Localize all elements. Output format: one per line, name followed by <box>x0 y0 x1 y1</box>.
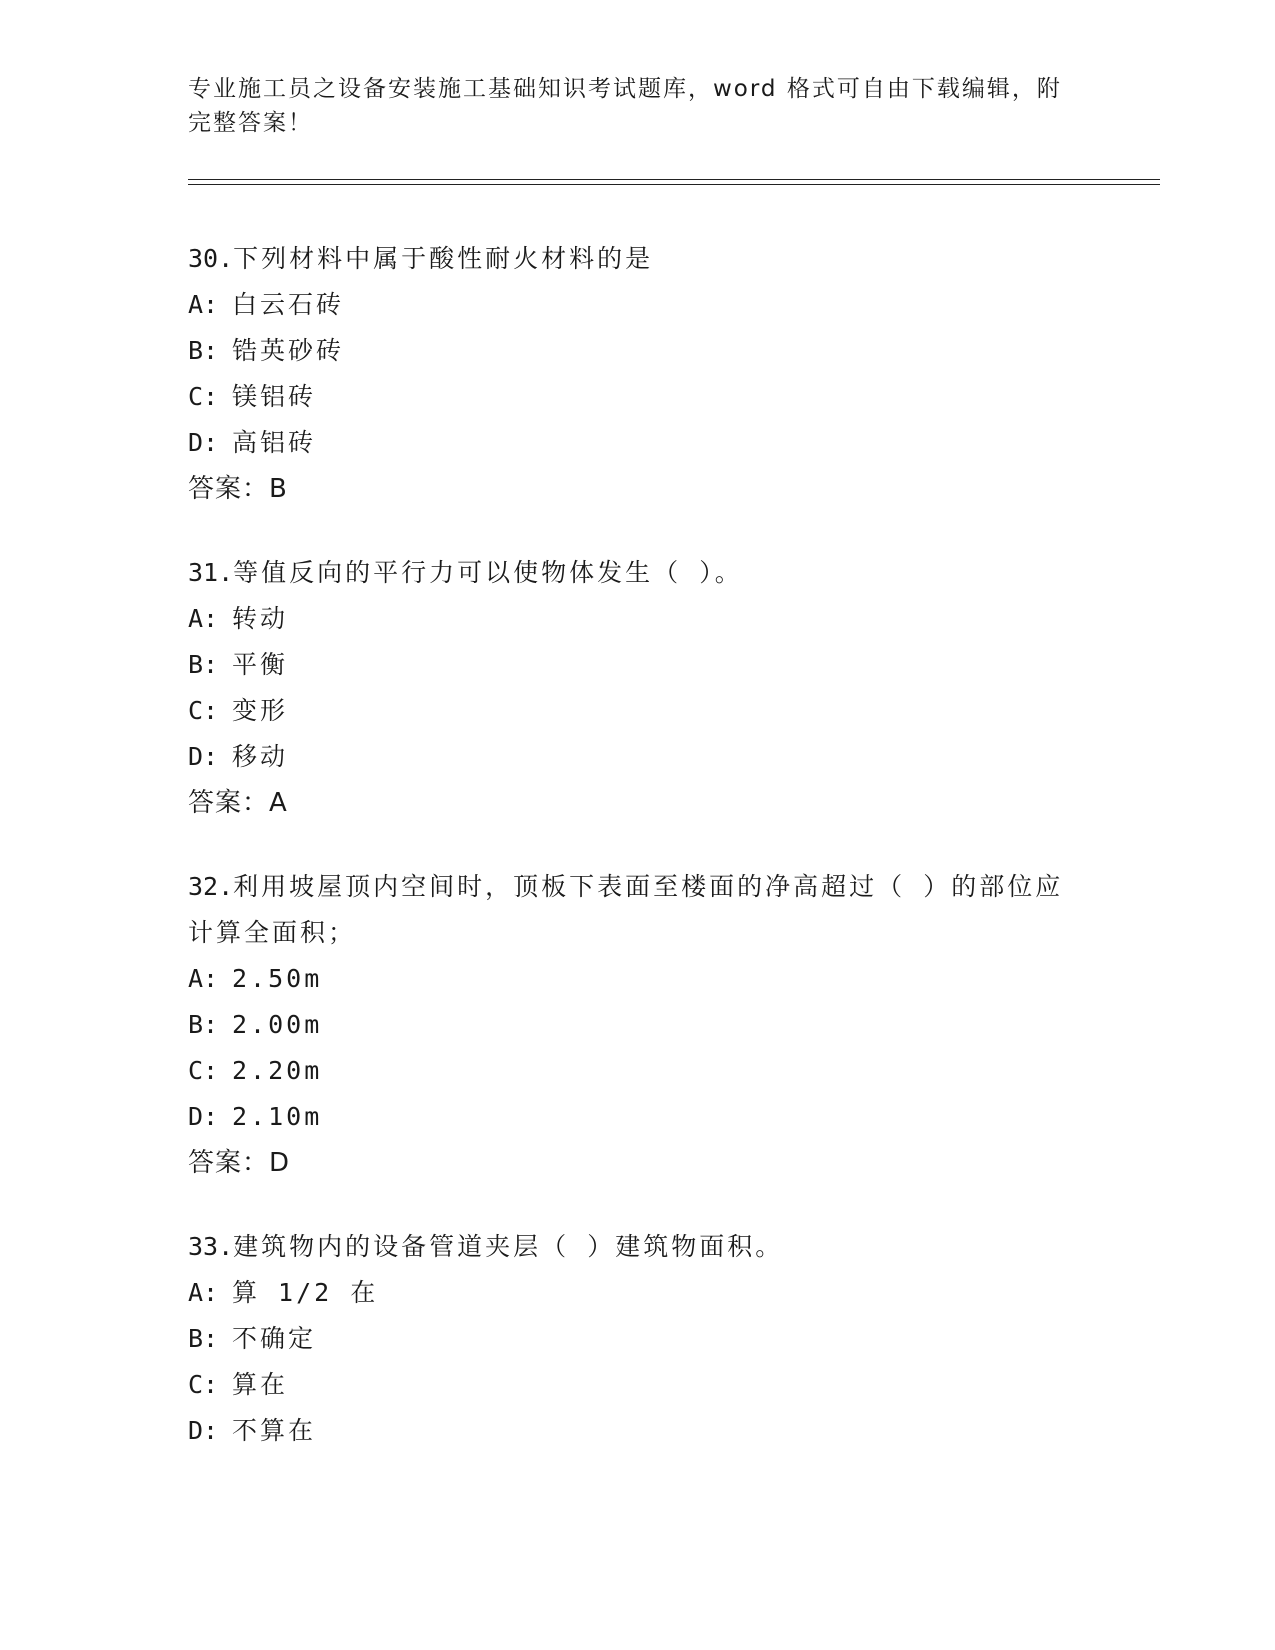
document-header: 专业施工员之设备安装施工基础知识考试题库，word 格式可自由下载编辑，附完整答案！ <box>188 76 1062 136</box>
question-33 <box>188 1224 1088 1454</box>
option-b <box>188 642 1088 688</box>
option-text: 白云石砖 <box>232 290 345 319</box>
question-text: 下列材料中属于酸性耐火材料的是 <box>233 244 654 273</box>
option-key: D: <box>188 428 219 457</box>
option-text: 锆英砂砖 <box>232 336 345 365</box>
question-31 <box>188 550 1088 826</box>
question-text: 建筑物内的设备管道夹层（ ）建筑物面积。 <box>233 1232 784 1261</box>
option-a <box>188 1270 1088 1316</box>
option-key: B: <box>188 336 219 365</box>
question-number: 32. <box>188 872 234 901</box>
option-a <box>188 596 1088 642</box>
option-text: 不确定 <box>232 1324 317 1353</box>
option-key: C: <box>188 382 219 411</box>
answer-line: 答案：B <box>188 474 288 504</box>
option-b <box>188 1002 1088 1048</box>
option-text: 高铝砖 <box>232 428 317 457</box>
option-d <box>188 1408 1088 1454</box>
option-text: 变形 <box>232 696 289 725</box>
header-divider-bottom <box>188 184 1160 185</box>
option-key: C: <box>188 696 219 725</box>
question-stem <box>188 864 1088 956</box>
option-text: 算在 <box>232 1370 289 1399</box>
option-key: C: <box>188 1370 219 1399</box>
option-text: 移动 <box>232 742 289 771</box>
option-text: 2.50m <box>232 964 323 993</box>
option-d <box>188 1094 1088 1140</box>
option-text: 2.20m <box>232 1056 323 1085</box>
question-stem <box>188 1224 1088 1270</box>
option-key: B: <box>188 650 219 679</box>
option-key: D: <box>188 1416 219 1445</box>
option-text: 2.00m <box>232 1010 323 1039</box>
option-c <box>188 1362 1088 1408</box>
option-text: 算 1/2 在 <box>232 1278 379 1307</box>
question-30 <box>188 236 1088 512</box>
option-text: 平衡 <box>232 650 289 679</box>
question-number: 30. <box>188 244 234 273</box>
option-key: A: <box>188 604 219 633</box>
question-number: 31. <box>188 558 234 587</box>
option-key: B: <box>188 1010 219 1039</box>
option-a <box>188 956 1088 1002</box>
option-key: C: <box>188 1056 219 1085</box>
option-text: 2.10m <box>232 1102 323 1131</box>
option-key: A: <box>188 964 219 993</box>
question-text: 利用坡屋顶内空间时，顶板下表面至楼面的净高超过（ ）的部位应计算全面积； <box>188 872 1064 947</box>
option-key: B: <box>188 1324 219 1353</box>
answer-line: 答案：D <box>188 1148 291 1178</box>
question-stem <box>188 550 1088 596</box>
option-b <box>188 328 1088 374</box>
option-key: A: <box>188 1278 219 1307</box>
answer-line: 答案：A <box>188 788 288 818</box>
question-stem <box>188 236 1088 282</box>
option-d <box>188 420 1088 466</box>
question-text: 等值反向的平行力可以使物体发生（ ）。 <box>233 558 743 587</box>
header-divider-top <box>188 179 1160 180</box>
option-key: D: <box>188 1102 219 1131</box>
option-key: D: <box>188 742 219 771</box>
option-d <box>188 734 1088 780</box>
option-text: 不算在 <box>232 1416 317 1445</box>
option-c <box>188 688 1088 734</box>
option-text: 转动 <box>232 604 289 633</box>
question-list <box>188 236 1088 1492</box>
option-key: A: <box>188 290 219 319</box>
option-text: 镁铝砖 <box>232 382 317 411</box>
option-b <box>188 1316 1088 1362</box>
question-32 <box>188 864 1088 1186</box>
option-c <box>188 1048 1088 1094</box>
question-number: 33. <box>188 1232 234 1261</box>
option-c <box>188 374 1088 420</box>
option-a <box>188 282 1088 328</box>
